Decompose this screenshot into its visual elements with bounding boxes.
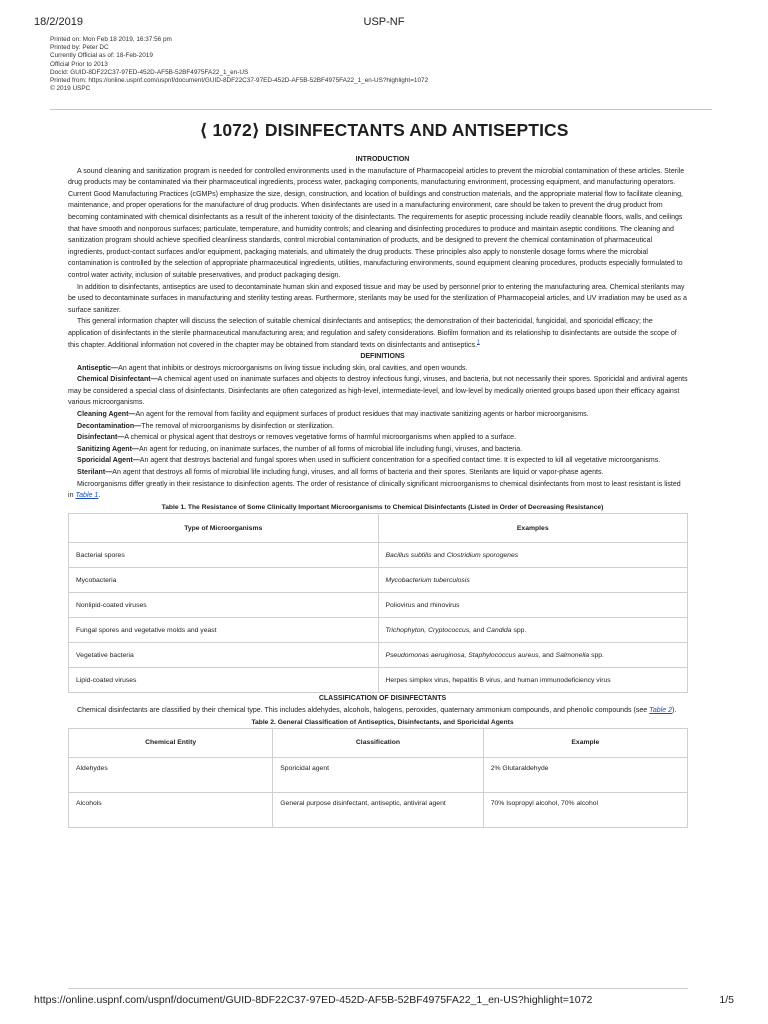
definitions-closing-text: Microorganisms differ greatly in their resistance to disinfection agents. The order of resistance of clinically significant microorganisms to chemical disinfectants from most to least resistant is listed in xyxy=(68,480,681,500)
example-text: Poliovirus and rhinovirus xyxy=(385,601,460,609)
example-text: Salmonella xyxy=(555,651,590,659)
classification-text: Chemical disinfectants are classified by their chemical type. This includes aldehydes, alcohols, halogens, peroxides, quaternary ammonium compounds, and phenolic compounds (see xyxy=(77,707,648,714)
definition-text: A chemical or physical agent that destroys or removes vegetative forms of harmful microorganisms when applied to a surface. xyxy=(124,434,517,442)
classification-end: ). xyxy=(672,707,677,714)
definition-item xyxy=(68,432,688,444)
table-2-header-entity: Chemical Entity xyxy=(69,729,273,758)
table-row xyxy=(69,543,688,568)
copyright: © 2019 USPC xyxy=(50,85,91,93)
example-text: spp. xyxy=(589,651,604,659)
examples-cell xyxy=(378,543,688,568)
table-row xyxy=(69,568,688,593)
browser-print-header xyxy=(34,16,734,30)
definition-item xyxy=(68,455,688,467)
table-row xyxy=(69,593,688,618)
document-body xyxy=(68,154,688,828)
classification-cell: General purpose disinfectant, antiseptic, antiviral agent xyxy=(273,793,483,828)
classification-paragraph xyxy=(68,705,688,717)
example-text: spp. xyxy=(511,626,527,634)
definition-text: An agent that inhibits or destroys microorganisms on living tissue including skin, oral cavities, and open wounds. xyxy=(118,364,468,372)
example-text: Bacillus subtilis xyxy=(385,551,432,559)
definition-text: An agent for the removal from facility and equipment surfaces of product residues that may inactivate sanitizing agents or harbor microorganisms. xyxy=(135,411,589,419)
intro-paragraph-1: A sound cleaning and sanitization program is needed for controlled environments used in the manufacture of Pharmacopeial articles to prevent the microbial contamination of these articles. Sterile drug products may be contaminated via their pharmaceutical ingredients, process water, packaging components, manufacturing environment, processing equipment, and manufacturing operators. Current Good Manufacturing Practices (cGMPs) emphasize the size, design, construction, and location of buildings and construction materials, and the appropriate material flow to facilitate cleaning, maintenance, and proper operations for the manufacture of drug products. When disinfectants are used in a manufacturing environment, care should be taken to prevent the drug product from becoming contaminated with chemical disinfectants as a result of the inherent toxicity of the disinfectants. The requirements for aseptic processing include readily cleanable floors, walls, and ceilings that have smooth and nonporous surfaces; particulate, temperature, and humidity controls; and cleaning and disinfecting procedures to produce and maintain aseptic conditions. The cleaning and sanitization program should achieve specified cleanliness standards, control microbial contamination of products, and be designed to prevent the chemical contamination of pharmaceutical ingredients, product-contact surfaces and/or equipment, packaging materials, and ultimately the drug products. These principles also apply to nonsterile dosage forms where the microbial contamination is controlled by the selection of appropriate pharmaceutical ingredients, utilities, manufacturing environments, sound equipment cleaning procedures, products especially formulated to control water activity, inclusion of suitable preservatives, and product packaging design. xyxy=(68,167,685,279)
examples-cell xyxy=(378,643,688,668)
definition-term: Cleaning Agent— xyxy=(77,411,136,419)
example-text: Clostridium sporogenes xyxy=(446,551,519,559)
definition-text: A chemical agent used on inanimate surfaces and objects to destroy infectious fungi, viruses, and bacteria, but not necessarily their spores. Sporicidal and antiviral agents may be considered a special class of disinfectants. Disinfectants are often categorized as high-level, intermediate-level, and low-level by medically oriented groups based upon their efficacy against various microorganisms. xyxy=(68,376,688,407)
definition-term: Antiseptic— xyxy=(77,364,119,372)
definition-item xyxy=(68,444,688,456)
example-text: Pseudomonas aeruginosa, Staphylococcus aureus, xyxy=(385,651,541,659)
microorganism-type-cell: Mycobacteria xyxy=(69,568,379,593)
table-2-caption: Table 2. General Classification of Antiseptics, Disinfectants, and Sporicidal Agents xyxy=(251,718,514,726)
definitions-list xyxy=(68,363,688,479)
example-text: and xyxy=(471,626,487,634)
examples-cell xyxy=(378,568,688,593)
microorganism-type-cell: Fungal spores and vegetative molds and yeast xyxy=(69,618,379,643)
example-text: Trichophyton, Cryptococcus, xyxy=(385,626,472,634)
table-1-header-type: Type of Microorganisms xyxy=(69,514,379,543)
definition-text: An agent that destroys bacterial and fungal spores when used in sufficient concentration for a specified contact time. It is expected to kill all vegetative microorganisms. xyxy=(139,457,661,465)
example-cell: 70% Isopropyl alcohol, 70% alcohol xyxy=(483,793,687,828)
examples-cell xyxy=(378,593,688,618)
print-url: https://online.uspnf.com/uspnf/document/GUID-8DF22C37-97ED-452D-AF5B-52BF4975FA22_1_en-US?highlight=1072 xyxy=(34,994,593,1006)
definition-item xyxy=(68,467,688,479)
microorganism-type-cell: Bacterial spores xyxy=(69,543,379,568)
definition-term: Chemical Disinfectant— xyxy=(77,376,158,384)
printed-on: Printed on: Mon Feb 18 2019, 16:37:56 pm xyxy=(50,36,172,43)
examples-cell xyxy=(378,668,688,693)
definition-item xyxy=(68,363,688,375)
example-text: and xyxy=(431,551,447,559)
print-date: 18/2/2019 xyxy=(34,16,83,28)
example-text: Herpes simplex virus, hepatitis B virus, and human immunodeficiency virus xyxy=(385,676,611,684)
table-2-header-example: Example xyxy=(483,729,687,758)
definitions-closing-end: . xyxy=(98,492,101,500)
intro-paragraph-3 xyxy=(68,316,688,351)
definition-term: Sanitizing Agent— xyxy=(77,445,139,453)
official-prior: Official Prior to 2013 xyxy=(50,60,108,68)
table-1-caption: Table 1. The Resistance of Some Clinically Important Microorganisms to Chemical Disinfectants (Listed in Order of Decreasing Resistance) xyxy=(161,503,604,511)
printed-by: Printed by: Peter DC xyxy=(50,44,109,52)
table-1-body xyxy=(69,543,688,693)
definitions-closing xyxy=(68,479,688,502)
example-text: Mycobacterium tuberculosis xyxy=(385,576,470,584)
table-row xyxy=(69,668,688,693)
intro-paragraph-2: In addition to disinfectants, antiseptics are used to decontaminate human skin and exposed tissue and may be used by personnel prior to entering the manufacturing area. Chemical sterilants may be used to decontaminate surfaces in manufacturing and sterility testing areas. Furthermore, sterilants may be used for the sterilization of Pharmacopeial articles, and UV irradiation may be used as a surface sanitizer. xyxy=(68,283,687,314)
introduction-heading: INTRODUCTION xyxy=(355,156,410,163)
table-row xyxy=(69,618,688,643)
chemical-entity-cell: Alcohols xyxy=(69,793,273,828)
chemical-entity-cell: Aldehydes xyxy=(69,758,273,793)
table-row xyxy=(69,793,688,828)
classification-cell: Sporicidal agent xyxy=(273,758,483,793)
definition-item xyxy=(68,409,688,421)
classification-heading: CLASSIFICATION OF DISINFECTANTS xyxy=(318,695,447,703)
definition-term: Disinfectant— xyxy=(77,434,125,442)
page-number: 1/5 xyxy=(719,994,734,1006)
table-2-body xyxy=(69,758,688,828)
definition-item xyxy=(68,421,688,433)
definition-term: Decontamination— xyxy=(77,422,142,430)
table-2-header-classification: Classification xyxy=(273,729,483,758)
examples-cell xyxy=(378,618,688,643)
table-2-link[interactable]: Table 2 xyxy=(649,707,673,714)
currently-official: Currently Official as of: 18-Feb-2019 xyxy=(50,52,153,60)
example-text: Candida xyxy=(486,626,512,634)
browser-print-footer xyxy=(34,994,734,1008)
definition-text: An agent for reducing, on inanimate surfaces, the number of all forms of microbial life including fungi, viruses, and bacteria. xyxy=(138,445,523,453)
print-metadata xyxy=(50,36,710,93)
example-cell: 2% Glutaraldehyde xyxy=(483,758,687,793)
page-title: ⟨ 1072⟩ DISINFECTANTS AND ANTISEPTICS xyxy=(199,120,569,140)
definition-term: Sporicidal Agent— xyxy=(77,457,140,465)
microorganism-type-cell: Vegetative bacteria xyxy=(69,643,379,668)
definitions-heading: DEFINITIONS xyxy=(360,353,405,361)
table-1-header-examples: Examples xyxy=(378,514,688,543)
table-1-link[interactable]: Table 1 xyxy=(75,492,99,500)
microorganism-type-cell: Lipid-coated viruses xyxy=(69,668,379,693)
table-row xyxy=(69,643,688,668)
example-text: and xyxy=(540,651,556,659)
definition-text: The removal of microorganisms by disinfection or sterilization. xyxy=(141,422,334,430)
table-row xyxy=(69,758,688,793)
meta-divider xyxy=(50,109,712,110)
table-bottom-edge xyxy=(68,988,688,989)
intro-paragraph-3-text: This general information chapter will discuss the selection of suitable chemical disinfectants and antiseptics; the demonstration of their bactericidal, fungicidal, and sporicidal efficacy; the application of disinfectants in the sterile pharmaceutical manufacturing area; and regulation and safety considerations. Biofilm formation and its relationship to disinfectants are outside the scope of this chapter. Additional information not covered in the chapter may be obtained from standard texts on disinfectants and antiseptics. xyxy=(68,318,677,349)
printed-from: Printed from: https://online.uspnf.com/uspnf/document/GUID-8DF22C37-97ED-452D-AF5B-52BF4975FA22_1_en-US?highlight=1072 xyxy=(50,77,429,85)
doc-id: DocId: GUID-8DF22C37-97ED-452D-AF5B-52BF4975FA22_1_en-US xyxy=(50,68,249,76)
table-2 xyxy=(68,728,688,828)
definition-text: An agent that destroys all forms of microbial life including fungi, viruses, and all forms of bacteria and their spores. Sterilants are liquid or vapor-phase agents. xyxy=(112,469,604,477)
footnote-link[interactable]: 1 xyxy=(476,339,480,346)
definition-item xyxy=(68,374,688,409)
print-site-name: USP-NF xyxy=(363,16,405,28)
definition-term: Sterilant— xyxy=(77,469,113,477)
microorganism-type-cell: Nonlipid-coated viruses xyxy=(69,593,379,618)
table-1 xyxy=(68,513,688,693)
